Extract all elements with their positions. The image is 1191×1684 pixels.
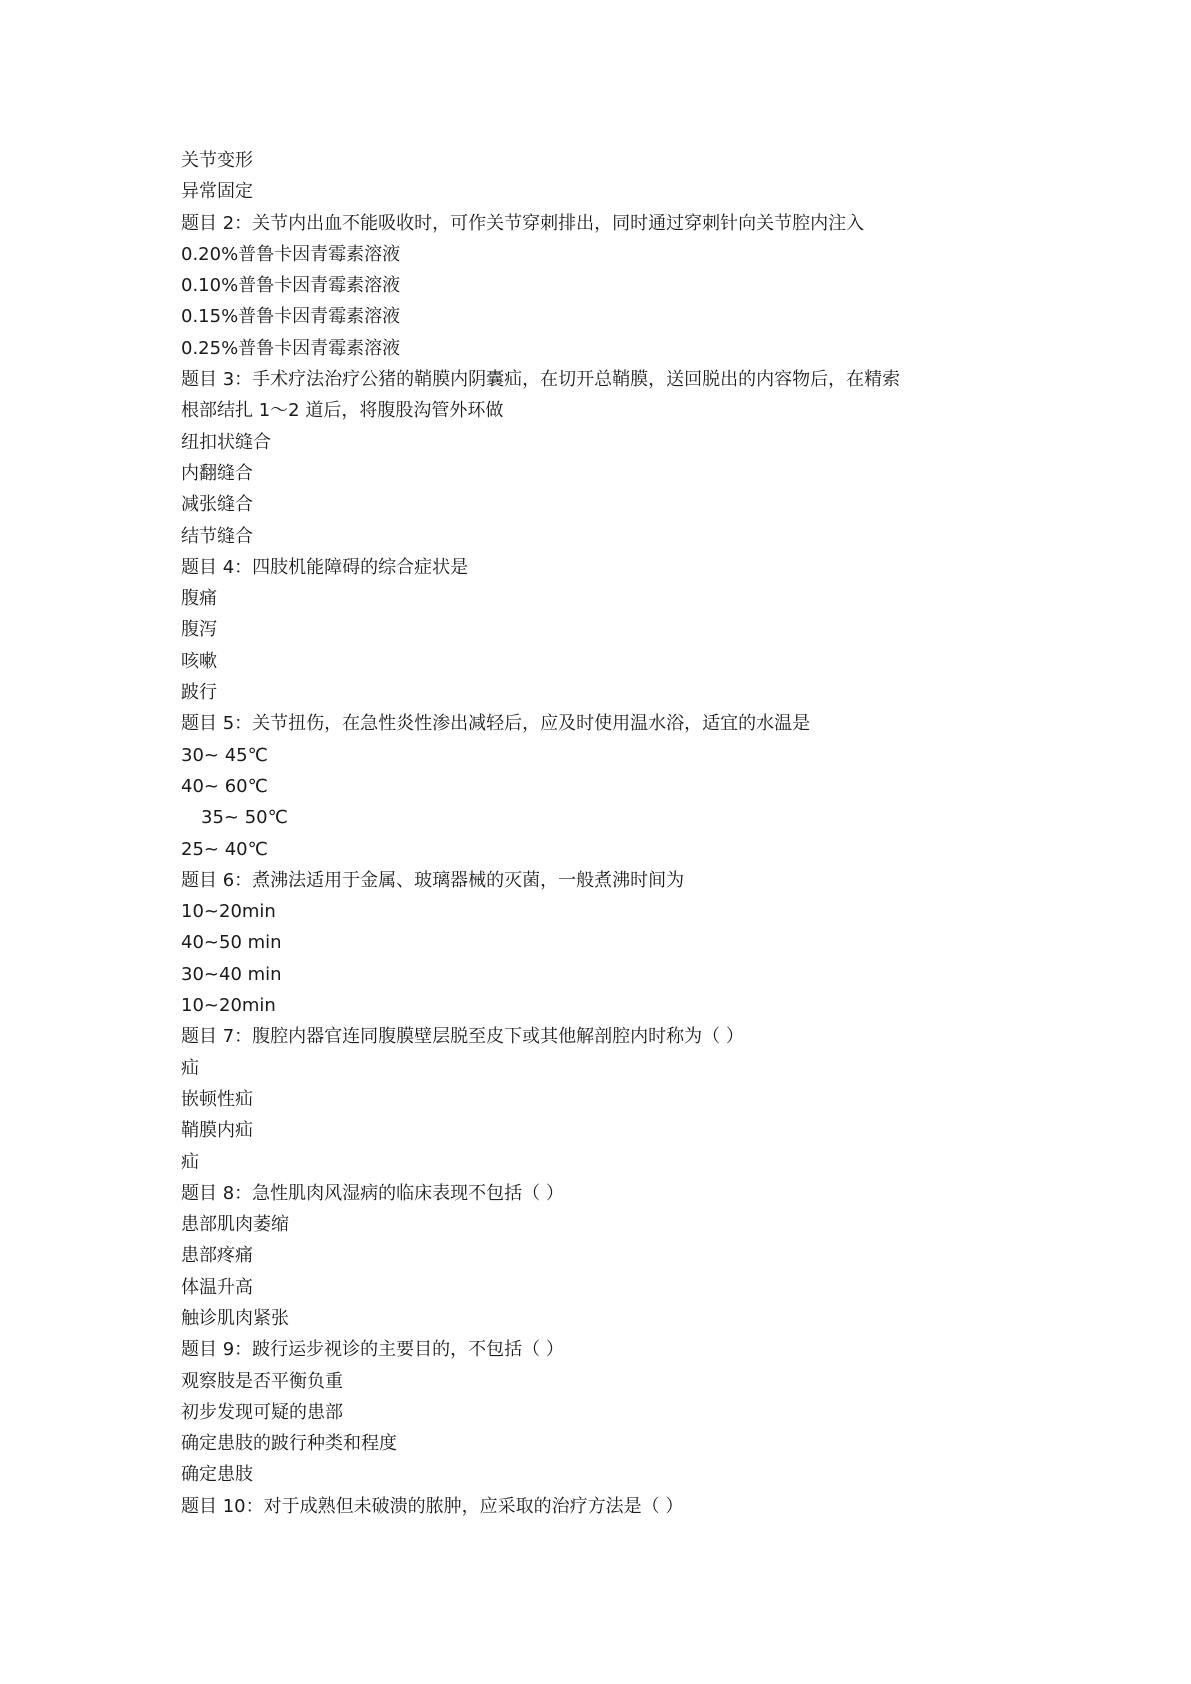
question-3-text: 题目 3：手术疗法治疗公猪的鞘膜内阴囊疝，在切开总鞘膜，送回脱出的内容物后，在精索 bbox=[181, 369, 901, 391]
option-text: 初步发现可疑的患部 bbox=[181, 1401, 343, 1423]
option-text: 关节变形 bbox=[181, 150, 253, 171]
option-text: 0.20%普鲁卡因青霉素溶液 bbox=[181, 243, 401, 265]
question-2-text: 题目 2：关节内出血不能吸收时，可作关节穿刺排出，同时通过穿刺针向关节腔内注入 bbox=[181, 212, 865, 234]
option-text: 异常固定 bbox=[181, 181, 253, 203]
question-10-text: 题目 10：对于成熟但未破溃的脓肿，应采取的治疗方法是（ ） bbox=[181, 1495, 684, 1517]
option-text: 咳嗽 bbox=[181, 650, 217, 672]
option-text: 30~ 45℃ bbox=[181, 744, 268, 766]
option-text: 内翻缝合 bbox=[181, 462, 253, 484]
option-text: 0.15%普鲁卡因青霉素溶液 bbox=[181, 306, 401, 328]
option-text: 30~40 min bbox=[181, 963, 282, 985]
question-9-text: 题目 9：跛行运步视诊的主要目的，不包括（ ） bbox=[181, 1339, 564, 1361]
question-8-text: 题目 8：急性肌肉风湿病的临床表现不包括（ ） bbox=[181, 1182, 564, 1204]
option-text: 确定患肢的跛行种类和程度 bbox=[181, 1433, 397, 1455]
option-text: 40~ 60℃ bbox=[181, 775, 268, 797]
option-text: 触诊肌肉紧张 bbox=[181, 1307, 289, 1329]
question-5-text: 题目 5：关节扭伤，在急性炎性渗出减轻后，应及时使用温水浴，适宜的水温是 bbox=[181, 713, 811, 735]
option-text: 确定患肢 bbox=[181, 1464, 253, 1486]
option-text: 0.25%普鲁卡因青霉素溶液 bbox=[181, 337, 401, 359]
option-text: 结节缝合 bbox=[181, 525, 253, 547]
question-6-text: 题目 6：煮沸法适用于金属、玻璃器械的灭菌，一般煮沸时间为 bbox=[181, 869, 685, 891]
option-text: 35~ 50℃ bbox=[201, 807, 288, 829]
option-text: 嵌顿性疝 bbox=[181, 1088, 253, 1110]
option-text: 腹泻 bbox=[181, 619, 217, 641]
option-text: 0.10%普鲁卡因青霉素溶液 bbox=[181, 275, 401, 297]
question-3-text-continued: 根部结扎 1～2 道后，将腹股沟管外环做 bbox=[181, 400, 504, 422]
option-text: 40~50 min bbox=[181, 932, 282, 954]
option-text: 鞘膜内疝 bbox=[181, 1120, 253, 1142]
question-4-text: 题目 4：四肢机能障碍的综合症状是 bbox=[181, 556, 469, 578]
option-text: 患部肌肉萎缩 bbox=[181, 1214, 289, 1236]
option-text: 观察肢是否平衡负重 bbox=[181, 1370, 343, 1392]
document-body bbox=[181, 145, 1031, 1522]
option-text: 纽扣状缝合 bbox=[181, 431, 271, 453]
option-text: 腹痛 bbox=[181, 588, 217, 610]
option-text: 疝 bbox=[181, 1057, 199, 1079]
option-text: 25~ 40℃ bbox=[181, 838, 268, 860]
option-text: 体温升高 bbox=[181, 1276, 253, 1298]
option-text: 疝 bbox=[181, 1151, 199, 1173]
option-text: 跛行 bbox=[181, 682, 217, 704]
question-7-text: 题目 7：腹腔内器官连同腹膜壁层脱至皮下或其他解剖腔内时称为（ ） bbox=[181, 1026, 744, 1048]
option-text: 10~20min bbox=[181, 901, 276, 923]
option-text: 10~20min bbox=[181, 995, 276, 1017]
option-text: 减张缝合 bbox=[181, 494, 253, 516]
option-text: 患部疼痛 bbox=[181, 1245, 253, 1267]
